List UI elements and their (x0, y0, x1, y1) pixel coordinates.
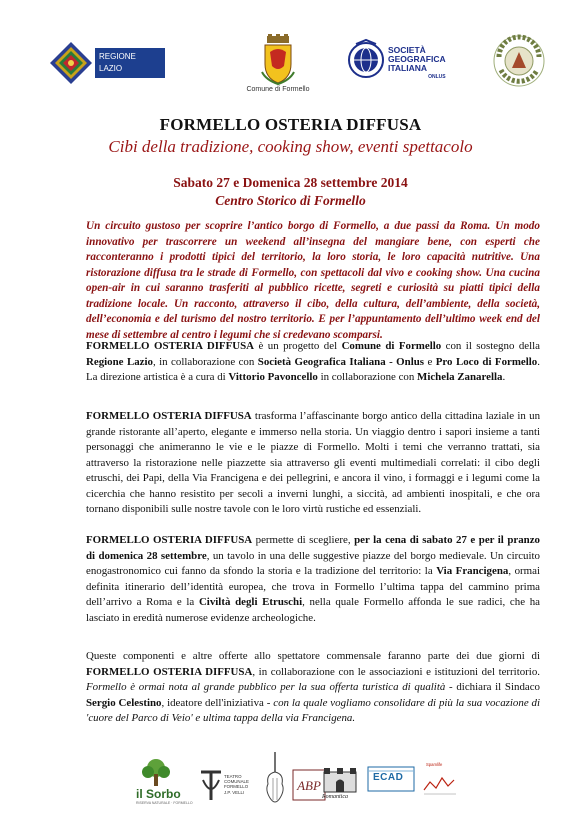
violin-icon (262, 750, 288, 808)
teatro-text: TEATRO COMUNALE FORMELLO J.P. VELLI (224, 774, 249, 795)
sgi-logo (346, 38, 446, 86)
intro-paragraph: Un circuito gustoso per scoprire l’antico borgo di Formello, a due passi da Roma. Un modo innovativo per trascorrere un weekend all’insegna del mangiare bene, con esperti che racconteranno i prodotti tipici del territorio, la loro storia, le loro capacità nutritive. Una ristorazione diffusa tra le strade di Formello, con spettacoli dal vivo e cooking show. Una cucina open-air in cui saranno trasferiti al pubblico ricette, segreti e curiosità su piatti tipici della tradizione locale. Un racconto, attraverso il cibo, della cultura, dell’ambiente, della società, dell’economia e del turismo del nostro territorio. E per l’appuntamento dell’ultimo week end del mese di settembre al centro i legumi che si credevano scomparsi. (86, 220, 540, 341)
description-paragraph: FORMELLO OSTERIA DIFFUSA trasforma l’affascinante borgo antico della cittadina laziale in un grande ristorante all’aperto, elegante e immerso nella storia. Un viaggio dentro i sapori insieme a tanti personaggi che animeranno le vie e le piazze di Formello. Molti i temi che verranno trattati, sia attraverso la ristorazione nelle piazzette sia attraverso gli eventi multimediali correlati: il cibo degli etruschi, dei Papi, della Via Francigena e dei pellegrini, e ancora il vino, i formaggi e i legumi come la cicerchia che hanno resistito per secoli a inverni lunghi, a siccità, ad ambienti inospitali, e che ora tornano disponibili sulle nostre tavole con le loro virtù rustiche ed essenziali. (86, 410, 541, 515)
ecad-logo (367, 766, 415, 796)
violin-logo (262, 750, 288, 808)
teatro-comunale-logo (199, 768, 259, 804)
event-title: FORMELLO OSTERIA DIFFUSA (159, 115, 422, 134)
regione-lazio-logo (48, 40, 166, 86)
lazio-emblem-icon (48, 40, 94, 86)
ecad-text: ECAD (373, 772, 404, 783)
comune-caption: Comune di Formello (246, 86, 310, 93)
castle-icon (320, 764, 360, 794)
sorbo-name: il Sorbo (136, 787, 181, 801)
spamlife-logo (422, 760, 458, 802)
spamlife-text: Spamlife (426, 762, 443, 767)
abp-text: ABP (297, 778, 321, 793)
sgi-text: SOCIETÀ GEOGRAFICA ITALIANA ONLUS (388, 45, 446, 80)
program-paragraph: FORMELLO OSTERIA DIFFUSA permette di scegliere, per la cena di sabato 27 e per il pranzo di domenica 28 settembre, un tavolo in una delle suggestive piazze del borgo medievale. Un circuito enogastronomico cui fanno da sfondo la storia e la tradizione del territorio: la Via Francigena, ormai definita itinerario dell’identità europea, che trova in Formello l’ultima tappa del cammino prima dell’arrivo a Roma e la Civiltà degli Etruschi, nella quale Formello affonda le sue radici, che ha lasciato in eredità numerose evidenze archeologiche. (86, 534, 540, 624)
sorbo-tagline: RISERVA NATURALE · FORMELLO (136, 801, 193, 805)
event-subtitle: Cibi della tradizione, cooking show, eventi spettacolo (108, 137, 473, 156)
romantica-logo (320, 764, 360, 802)
proloco-seal-icon (492, 34, 546, 88)
mayor-quote-paragraph: Queste componenti e altre offerte allo spettatore commensale faranno parte dei due giorni di FORMELLO OSTERIA DIFFUSA, in collaborazione con le associazioni e istituzioni del territorio. Formello è ormai nota al grande pubblico per la sua offerta turistica di qualità - dichiara il Sindaco Sergio Celestino, ideatore dell'iniziativa - con la quale vogliamo consolidare di più la sua vocazione di 'cuore del Parco di Veio' e ultima tappa della via Francigena. (86, 650, 541, 724)
il-sorbo-logo (136, 758, 192, 806)
sgi-globe-icon (346, 38, 386, 82)
comune-formello-logo (236, 34, 320, 94)
regione-lazio-text: REGIONE LAZIO (95, 48, 165, 78)
formello-crest-icon (236, 34, 320, 86)
proloco-formello-logo (492, 34, 546, 88)
event-date: Sabato 27 e Domenica 28 settembre 2014 (173, 175, 408, 190)
tree-icon (136, 758, 176, 788)
project-paragraph: FORMELLO OSTERIA DIFFUSA è un progetto del Comune di Formello con il sostegno della Regione Lazio, in collaborazione con Società Geografica Italiana - Onlus e Pro Loco di Formello. La direzione artistica è a cura di Vittorio Pavoncello in collaborazione con Michela Zanarella. (86, 340, 541, 383)
romantica-text: Romantica (322, 794, 348, 800)
theatre-mask-icon (199, 768, 223, 802)
event-location: Centro Storico di Formello (215, 193, 366, 208)
